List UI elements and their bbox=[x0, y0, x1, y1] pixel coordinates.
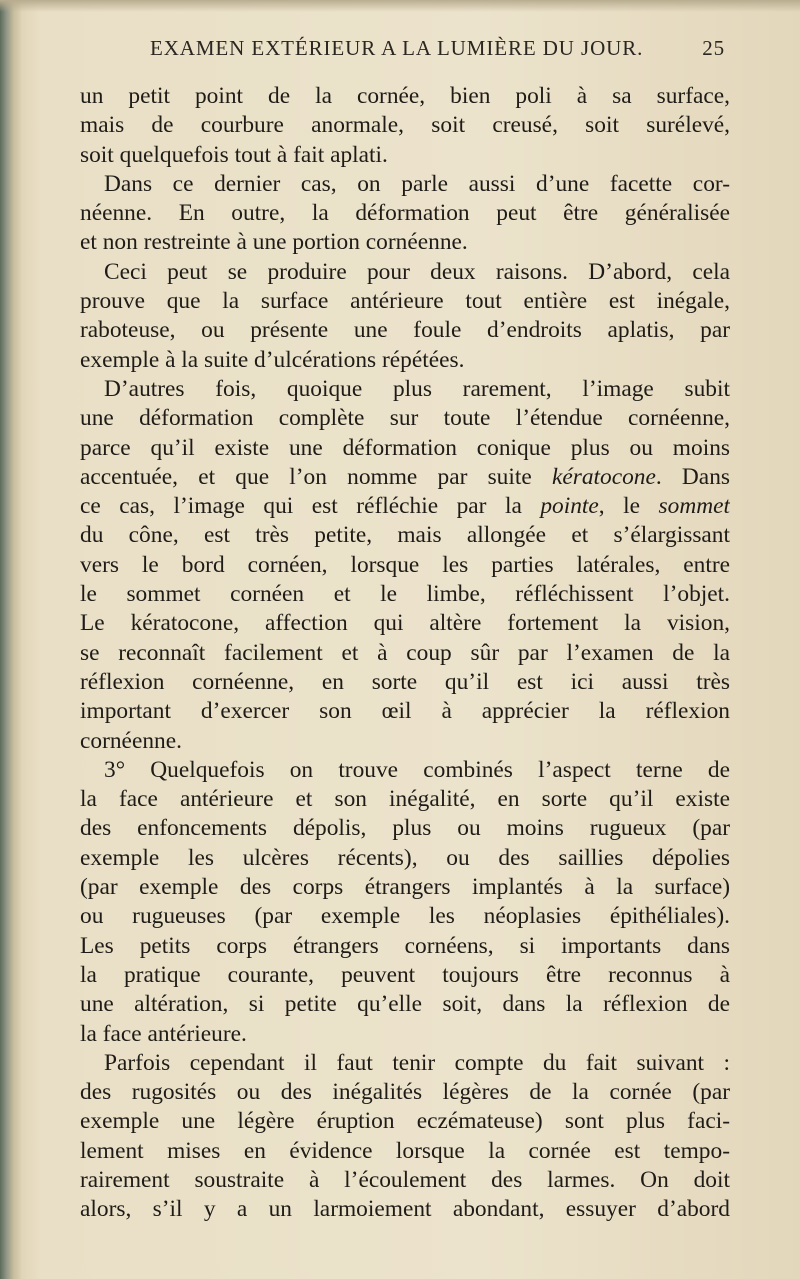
text-line bbox=[80, 1137, 730, 1166]
text-segment: alors, s’il y a un larmoiement abondant, essuyer d’abord bbox=[80, 1196, 730, 1223]
italic-term: sommet bbox=[658, 493, 730, 520]
text-line bbox=[80, 228, 730, 257]
text-segment: une déformation complète sur toute l’étendue cornéenne, bbox=[80, 405, 730, 432]
text-line bbox=[80, 521, 730, 550]
text-line bbox=[80, 1078, 730, 1107]
text-segment: lement mises en évidence lorsque la cornée est tempo- bbox=[80, 1137, 730, 1164]
text-line bbox=[80, 82, 730, 111]
text-segment: prouve que la surface antérieure tout entière est inégale, bbox=[80, 288, 730, 315]
text-segment: néenne. En outre, la déformation peut être généralisée bbox=[80, 200, 730, 227]
text-segment: des enfoncements dépolis, plus ou moins rugueux (par bbox=[80, 815, 730, 842]
text-segment: parce qu’il existe une déformation conique plus ou moins bbox=[80, 434, 730, 461]
text-segment: rairement soustraite à l’écoulement des larmes. On doit bbox=[80, 1166, 730, 1193]
text-line bbox=[80, 785, 730, 814]
text-segment: ce cas, l’image qui est réfléchie par la bbox=[80, 493, 541, 520]
text-segment: Les petits corps étrangers cornéens, si importants dans bbox=[80, 932, 730, 959]
text-segment: Le kératocone, affection qui altère fortement la vision, bbox=[80, 610, 730, 637]
italic-term: pointe bbox=[540, 493, 599, 520]
text-segment: D’autres fois, quoique plus rarement, l’image subit bbox=[104, 375, 730, 402]
running-head bbox=[150, 36, 725, 64]
text-segment: exemple les ulcères récents), ou des saillies dépolies bbox=[80, 844, 730, 871]
text-segment: la face antérieure et son inégalité, en sorte qu’il existe bbox=[80, 786, 730, 813]
text-line bbox=[80, 375, 730, 404]
text-line bbox=[80, 463, 730, 492]
text-line bbox=[80, 873, 730, 902]
text-line bbox=[80, 814, 730, 843]
text-line bbox=[80, 199, 730, 228]
text-segment: le sommet cornéen et le limbe, réfléchissent l’objet. bbox=[80, 581, 730, 608]
running-head-title: EXAMEN EXTÉRIEUR A LA LUMIÈRE DU JOUR. bbox=[150, 36, 644, 60]
text-segment: Parfois cependant il faut tenir compte du fait suivant : bbox=[104, 1049, 730, 1076]
text-line bbox=[80, 727, 730, 756]
text-segment: soit quelquefois tout à fait aplati. bbox=[80, 141, 388, 168]
text-segment: la face antérieure. bbox=[80, 1020, 247, 1047]
text-line bbox=[80, 258, 730, 287]
text-line bbox=[80, 1020, 730, 1049]
text-segment: mais de courbure anormale, soit creusé, soit surélevé, bbox=[80, 112, 730, 139]
text-line bbox=[80, 1166, 730, 1195]
text-segment: important d’exercer son œil à apprécier la réflexion bbox=[80, 698, 730, 725]
text-segment: du cône, est très petite, mais allongée et s’élargissant bbox=[80, 522, 730, 549]
text-line bbox=[80, 492, 730, 521]
text-line bbox=[80, 668, 730, 697]
text-line bbox=[80, 609, 730, 638]
text-line bbox=[80, 1107, 730, 1136]
text-segment: vers le bord cornéen, lorsque les parties latérales, entre bbox=[80, 551, 730, 578]
text-line bbox=[80, 932, 730, 961]
text-line bbox=[80, 346, 730, 375]
text-segment: réflexion cornéenne, en sorte qu’il est ici aussi très bbox=[80, 668, 730, 695]
text-line bbox=[80, 844, 730, 873]
text-segment: Ceci peut se produire pour deux raisons. D’abord, cela bbox=[104, 258, 730, 285]
text-line bbox=[80, 961, 730, 990]
text-line bbox=[80, 1195, 730, 1224]
text-line bbox=[80, 551, 730, 580]
text-line bbox=[80, 990, 730, 1019]
text-segment: et non restreinte à une portion cornéenne. bbox=[80, 229, 468, 256]
text-line bbox=[80, 434, 730, 463]
binding-shadow bbox=[0, 0, 22, 1279]
text-segment: (par exemple des corps étrangers implantés à la surface) bbox=[80, 874, 730, 901]
text-line bbox=[80, 697, 730, 726]
text-line bbox=[80, 902, 730, 931]
italic-term: kératocone bbox=[551, 463, 656, 490]
page-number: 25 bbox=[702, 36, 725, 60]
text-line bbox=[80, 756, 730, 785]
text-line bbox=[80, 316, 730, 345]
text-segment: accentuée, et que l’on nomme par suite bbox=[80, 463, 552, 490]
text-segment: la pratique courante, peuvent toujours être reconnus à bbox=[80, 961, 730, 988]
body-text bbox=[80, 82, 730, 1225]
page-top-edge bbox=[0, 0, 800, 12]
text-segment: ou rugueuses (par exemple les néoplasies épithéliales). bbox=[80, 903, 730, 930]
text-segment: cornéenne. bbox=[80, 727, 182, 754]
text-line bbox=[80, 1049, 730, 1078]
text-segment: un petit point de la cornée, bien poli à sa surface, bbox=[80, 83, 730, 109]
text-line bbox=[80, 170, 730, 199]
text-segment: exemple une légère éruption eczémateuse) sont plus faci- bbox=[80, 1108, 730, 1135]
text-line bbox=[80, 404, 730, 433]
text-segment: . Dans bbox=[655, 463, 730, 490]
text-segment: une altération, si petite qu’elle soit, dans la réflexion de bbox=[80, 991, 730, 1018]
text-segment: Dans ce dernier cas, on parle aussi d’une facette cor- bbox=[104, 170, 730, 197]
text-line bbox=[80, 111, 730, 140]
text-segment: , le bbox=[598, 493, 659, 520]
text-segment: 3° Quelquefois on trouve combinés l’aspect terne de bbox=[104, 756, 730, 783]
text-line bbox=[80, 287, 730, 316]
text-line bbox=[80, 141, 730, 170]
text-segment: se reconnaît facilement et à coup sûr par l’examen de la bbox=[80, 639, 730, 666]
text-line bbox=[80, 639, 730, 668]
text-segment: raboteuse, ou présente une foule d’endroits aplatis, par bbox=[80, 317, 730, 344]
text-segment: exemple à la suite d’ulcérations répétées. bbox=[80, 346, 465, 373]
text-line bbox=[80, 580, 730, 609]
text-segment: des rugosités ou des inégalités légères de la cornée (par bbox=[80, 1079, 730, 1106]
